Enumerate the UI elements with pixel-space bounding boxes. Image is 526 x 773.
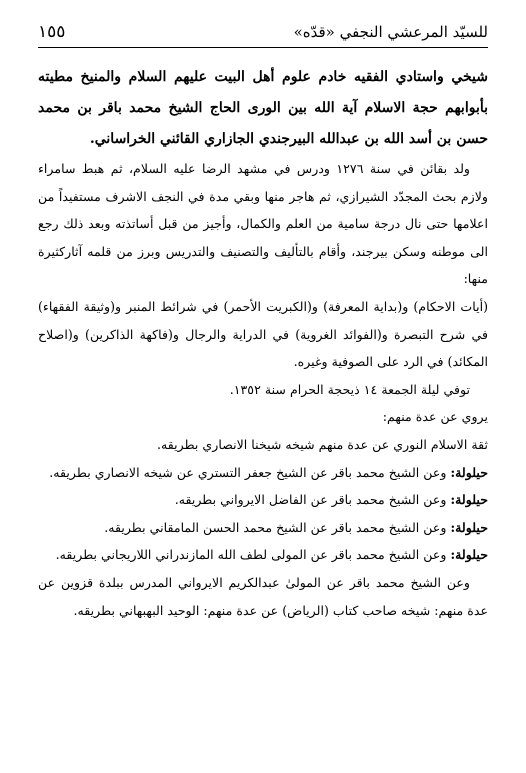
hayluluh-text: وعن الشيخ محمد باقر عن المولى لطف الله المازندراني اللاريجاني بطريقه. (55, 547, 447, 563)
biography-heading-paragraph: شيخي واستادي الفقيه خادم علوم أهل البيت عليهم السلام والمنيخ مطيته بأبوابهم حجة الاسلام آية الله بين الورى الحاج الشيخ محمد باقر بن محمد حسن بن أسد الله بن عبدالله البيرجندي الجازاري القائني الخراساني. (38, 69, 488, 147)
hayluluh-label: حيلولة: (450, 492, 488, 508)
hayluluh-text: وعن الشيخ محمد باقر عن الفاضل الايرواني بطريقه. (174, 492, 447, 508)
hayluluh-paragraph (38, 541, 488, 569)
hayluluh-text: وعن الشيخ محمد باقر عن الشيخ محمد الحسن المامقاني بطريقه. (104, 519, 447, 535)
page-body (38, 62, 488, 624)
hayluluh-paragraph (38, 486, 488, 514)
death-date-paragraph: توفي ليلة الجمعة ١٤ ذيحجة الحرام سنة ١٣٥٢. (229, 381, 470, 397)
hayluluh-label: حيلولة: (450, 519, 488, 535)
page-number: ١٥٥ (38, 22, 66, 42)
hayluluh-label: حيلولة: (450, 547, 488, 563)
hayluluh-label: حيلولة: (450, 464, 488, 480)
hayluluh-paragraph (38, 514, 488, 542)
narration-intro: يروي عن عدة منهم: (382, 409, 488, 425)
works-paragraph: (أيات الاحكام) و(بداية المعرفة) و(الكبريت الأحمر) في شرائط المنبر و(وثيقة الفقهاء) في شرح التبصرة و(الفوائد الغروية) في الدراية والرجال و(فاكهة الذاكرين) و(اصلاح المكائد) في الرد على الصوفية وغيره. (38, 298, 488, 370)
biography-paragraph: ولد بقائن في سنة ١٢٧٦ ودرس في مشهد الرضا عليه السلام، ثم هبط سامراء ولازم بحث المجدّد الشيرازي، ثم هاجر منها وبقي مدة في النجف الاشرف مستفيداً من اعلامها حتى نال درجة سامية من العلم والكمال، وأجيز من قبل أساتذته وبعد ذلك رجع الى موطنه وسكن بيرجند، وأقام بالتأليف والتصنيف والتدريس وبرز من قلمه آثاركثيرة منها: (38, 161, 488, 287)
running-title: للسيّد المرعشي النجفي «قدّه» (293, 23, 488, 41)
narration-chain: ثقة الاسلام النوري عن عدة منهم شيخه شيخنا الانصاري بطريقه. (157, 436, 488, 452)
hayluluh-text: وعن الشيخ محمد باقر عن الشيخ جعفر التستري عن شيخه الانصاري بطريقه. (49, 464, 447, 480)
hayluluh-paragraph (38, 459, 488, 487)
page-header (38, 18, 488, 46)
header-rule (38, 47, 488, 48)
final-chain-paragraph: وعن الشيخ محمد باقر عن المولىٰ عبدالكريم الايرواني المدرس ببلدة قزوين عن عدة منهم: شيخه صاحب كتاب (الرياض) عن عدة منهم: الوحيد البهبهاني بطريقه. (38, 574, 488, 618)
